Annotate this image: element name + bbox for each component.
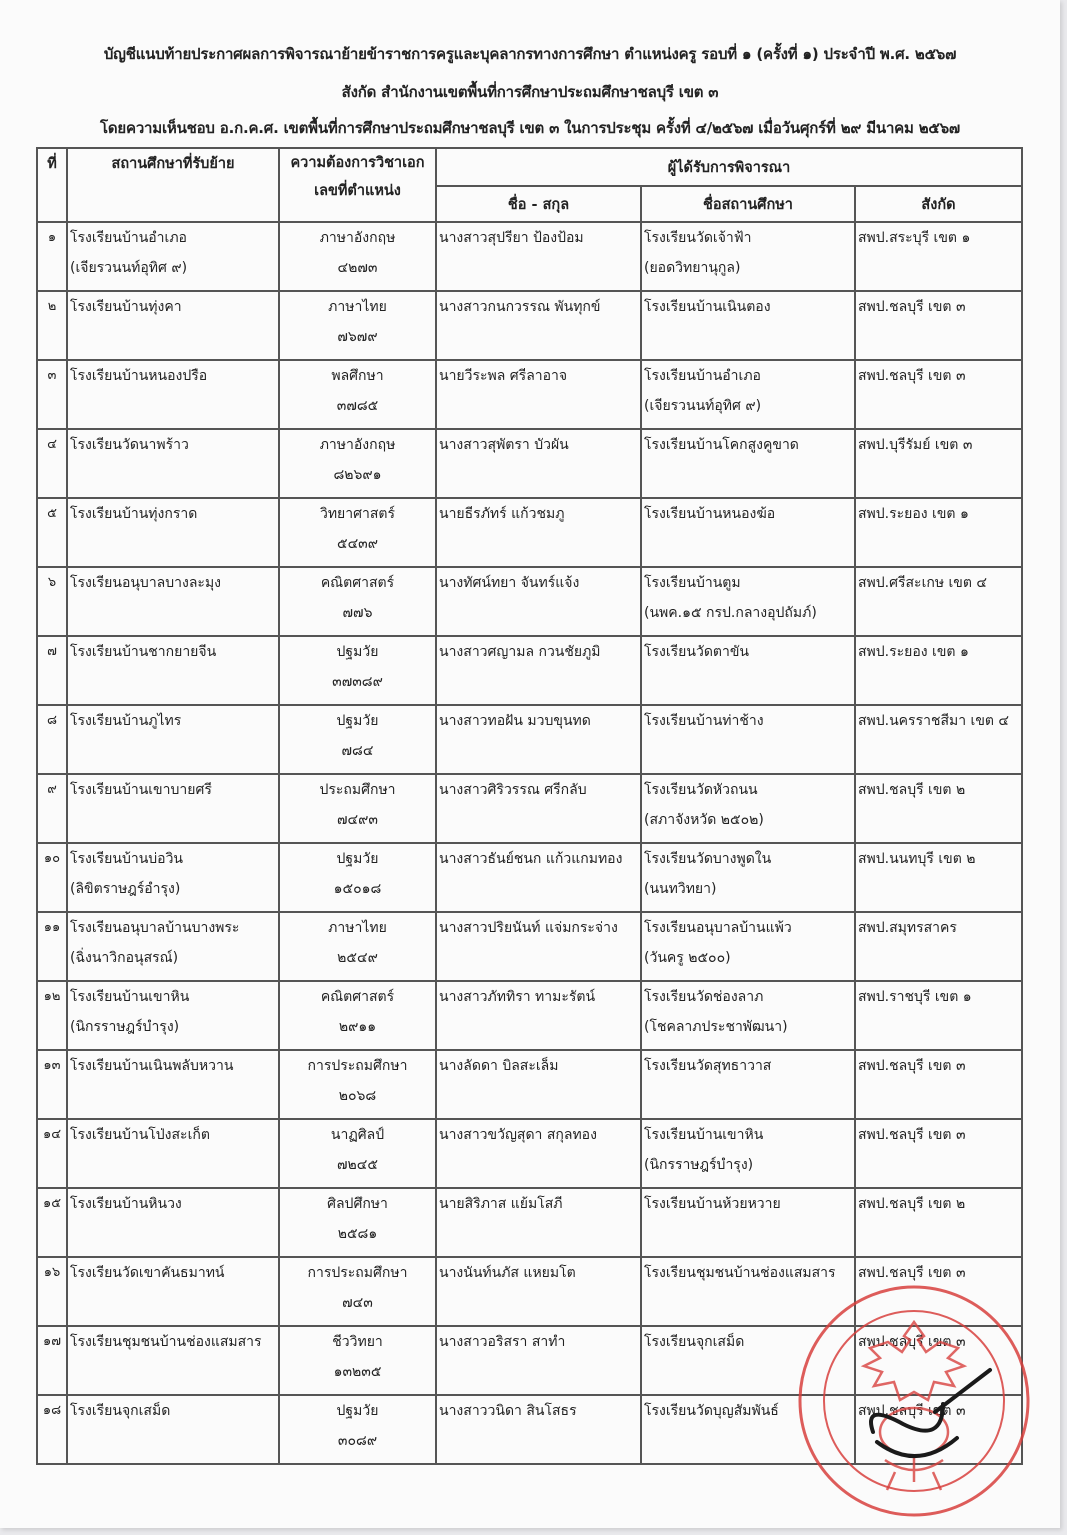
affiliation-cell: สพป.ชลบุรี เขต ๒ [855,1188,1022,1257]
table-row [37,360,1022,429]
table-row [37,291,1022,360]
row-number: ๑๖ [37,1257,67,1326]
subject-position-cell: ประถมศึกษา ๗๔๙๓ [279,774,436,843]
row-number: ๑ [37,222,67,291]
table-row [37,843,1022,912]
name-cell: นางสาวศญามล กวนชัยภูมิ [436,636,641,705]
receiving-school-cell: โรงเรียนบ้านทุ่งคา [67,291,279,360]
subject-position-cell: ปฐมวัย ๓๗๓๘๙ [279,636,436,705]
subject-position-cell: ปฐมวัย ๓๐๘๙ [279,1395,436,1464]
receiving-school-cell: โรงเรียนบ้านโป่งสะเก็ต [67,1119,279,1188]
name-cell: นายธีรภัทร์ แก้วชมภู [436,498,641,567]
from-school-cell: โรงเรียนบ้านเนินตอง [641,291,855,360]
header-from-school: ชื่อสถานศึกษา [641,186,855,222]
table-row [37,912,1022,981]
table-row [37,498,1022,567]
subject-position-cell: ศิลปศึกษา ๒๕๘๑ [279,1188,436,1257]
subject-position-cell: ปฐมวัย ๗๘๔ [279,705,436,774]
table-row [37,1119,1022,1188]
name-cell: นางสาวภัททิรา ทามะรัตน์ [436,981,641,1050]
table-row [37,1050,1022,1119]
from-school-cell: โรงเรียนอนุบาลบ้านแพ้ว (วันครู ๒๕๐๐) [641,912,855,981]
affiliation-cell: สพป.ราชบุรี เขต ๑ [855,981,1022,1050]
affiliation-cell: สพป.ชลบุรี เขต ๓ [855,360,1022,429]
header-receiving-school: สถานศึกษาที่รับย้าย [67,148,279,222]
row-number: ๑๘ [37,1395,67,1464]
name-cell: นางสาวทอฝัน มวบขุนทด [436,705,641,774]
receiving-school-cell: โรงเรียนวัดนาพร้าว [67,429,279,498]
name-cell: นางสาวอริสรา สาทำ [436,1326,641,1395]
row-number: ๘ [37,705,67,774]
from-school-cell: โรงเรียนบ้านห้วยหวาย [641,1188,855,1257]
name-cell: นางสาวกนกวรรณ พันทุกข์ [436,291,641,360]
receiving-school-cell: โรงเรียนบ้านภูไทร [67,705,279,774]
row-number: ๙ [37,774,67,843]
from-school-cell: โรงเรียนชุมชนบ้านช่องแสมสาร [641,1257,855,1326]
name-cell: นางสาวสุปรียา ป้องป้อม [436,222,641,291]
subject-position-cell: ภาษาไทย ๗๖๗๙ [279,291,436,360]
name-cell: นางสาวขวัญสุดา สกุลทอง [436,1119,641,1188]
name-cell: นางสาวปริยนันท์ แจ่มกระจ่าง [436,912,641,981]
name-cell: นางสาวสุพัตรา บัวผัน [436,429,641,498]
row-number: ๑๕ [37,1188,67,1257]
affiliation-cell: สพป.ชลบุรี เขต ๓ [855,1326,1022,1395]
from-school-cell: โรงเรียนวัดเจ้าฟ้า (ยอดวิทยานุกูล) [641,222,855,291]
affiliation-cell: สพป.ชลบุรี เขต ๓ [855,1257,1022,1326]
affiliation-cell: สพป.บุรีรัมย์ เขต ๓ [855,429,1022,498]
name-cell: นายสิริภาส แย้มโสภี [436,1188,641,1257]
official-seal-stamp [795,1282,1033,1520]
affiliation-cell: สพป.ชลบุรี เขต ๓ [855,1050,1022,1119]
table-row [37,429,1022,498]
row-number: ๑๑ [37,912,67,981]
affiliation-cell: สพป.ชลบุรี เขต ๓ [855,1395,1022,1464]
receiving-school-cell: โรงเรียนบ้านอำเภอ (เจียรวนนท์อุทิศ ๙) [67,222,279,291]
receiving-school-cell: โรงเรียนอนุบาลบ้านบางพระ (ฉิ่งนาวิกอนุสรณ์) [67,912,279,981]
row-number: ๑๔ [37,1119,67,1188]
table-row [37,705,1022,774]
subject-position-cell: พลศึกษา ๓๗๘๕ [279,360,436,429]
subject-position-cell: ปฐมวัย ๑๕๐๑๘ [279,843,436,912]
receiving-school-cell: โรงเรียนบ้านเนินพลับหวาน [67,1050,279,1119]
receiving-school-cell: โรงเรียนบ้านบ่อวิน (ลิขิตราษฎร์อำรุง) [67,843,279,912]
document-title: บัญชีแนบท้ายประกาศผลการพิจารณาย้ายข้าราชการครูและบุคลากรทางการศึกษา ตำแหน่งครู รอบที่ ๑ (ครั้งที่ ๑) ประจำปี พ.ศ. ๒๕๖๗ [103,45,957,63]
from-school-cell: โรงเรียนจุกเสม็ด [641,1326,855,1395]
row-number: ๑๐ [37,843,67,912]
subject-position-cell: คณิตศาสตร์ ๒๙๑๑ [279,981,436,1050]
row-number: ๑๒ [37,981,67,1050]
from-school-cell: โรงเรียนวัดช่องลาภ (โชคลาภประชาพัฒนา) [641,981,855,1050]
receiving-school-cell: โรงเรียนบ้านเขาหิน (นิกรราษฎร์บำรุง) [67,981,279,1050]
transfer-results-table [36,147,1023,1465]
affiliation-cell: สพป.สมุทรสาคร [855,912,1022,981]
from-school-cell: โรงเรียนวัดตาขัน [641,636,855,705]
subject-position-cell: การประถมศึกษา ๗๔๓ [279,1257,436,1326]
name-cell: นางสาวธันย์ชนก แก้วแกมทอง [436,843,641,912]
document-approval-line: โดยความเห็นชอบ อ.ก.ค.ศ. เขตพื้นที่การศึกษาประถมศึกษาชลบุรี เขต ๓ ในการประชุม ครั้งที่ ๔/๒๕๖๗ เมื่อวันศุกร์ที่ ๒๙ มีนาคม ๒๕๖๗ [100,119,960,137]
subject-position-cell: ชีววิทยา ๑๓๒๓๕ [279,1326,436,1395]
affiliation-cell: สพป.สระบุรี เขต ๑ [855,222,1022,291]
header-considered: ผู้ได้รับการพิจารณา [436,148,1022,186]
subject-position-cell: วิทยาศาสตร์ ๕๔๓๙ [279,498,436,567]
name-cell: นางสาววนิดา สินโสธร [436,1395,641,1464]
row-number: ๓ [37,360,67,429]
receiving-school-cell: โรงเรียนชุมชนบ้านช่องแสมสาร [67,1326,279,1395]
from-school-cell: โรงเรียนบ้านตูม (นพค.๑๕ กรป.กลางอุปถัมภ์) [641,567,855,636]
affiliation-cell: สพป.นนทบุรี เขต ๒ [855,843,1022,912]
from-school-cell: โรงเรียนวัดหัวถนน (สภาจังหวัด ๒๕๐๒) [641,774,855,843]
header-no: ที่ [37,148,67,222]
from-school-cell: โรงเรียนบ้านโคกสูงคูขาด [641,429,855,498]
from-school-cell: โรงเรียนบ้านหนองฆ้อ [641,498,855,567]
affiliation-cell: สพป.ระยอง เขต ๑ [855,498,1022,567]
affiliation-cell: สพป.ชลบุรี เขต ๓ [855,291,1022,360]
name-cell: นายวีระพล ศรีลาอาจ [436,360,641,429]
receiving-school-cell: โรงเรียนบ้านหินวง [67,1188,279,1257]
receiving-school-cell: โรงเรียนจุกเสม็ด [67,1395,279,1464]
subject-position-cell: การประถมศึกษา ๒๐๖๘ [279,1050,436,1119]
name-cell: นางลัดดา บิลสะเล็ม [436,1050,641,1119]
table-row [37,981,1022,1050]
name-cell: นางนันท์นภัส แหยมโต [436,1257,641,1326]
row-number: ๗ [37,636,67,705]
subject-position-cell: ภาษาอังกฤษ ๘๒๖๙๑ [279,429,436,498]
affiliation-cell: สพป.ระยอง เขต ๑ [855,636,1022,705]
receiving-school-cell: โรงเรียนอนุบาลบางละมุง [67,567,279,636]
header-affiliation: สังกัด [855,186,1022,222]
subject-position-cell: ภาษาอังกฤษ ๔๒๗๓ [279,222,436,291]
from-school-cell: โรงเรียนวัดบางพูดใน (นนทวิทยา) [641,843,855,912]
affiliation-cell: สพป.นครราชสีมา เขต ๔ [855,705,1022,774]
from-school-cell: โรงเรียนบ้านเขาหิน (นิกรราษฎร์บำรุง) [641,1119,855,1188]
from-school-cell: โรงเรียนบ้านอำเภอ (เจียรวนนท์อุทิศ ๙) [641,360,855,429]
table-row [37,222,1022,291]
affiliation-cell: สพป.ชลบุรี เขต ๓ [855,1119,1022,1188]
receiving-school-cell: โรงเรียนวัดเขาคันธมาทน์ [67,1257,279,1326]
receiving-school-cell: โรงเรียนบ้านชากยายจีน [67,636,279,705]
row-number: ๔ [37,429,67,498]
from-school-cell: โรงเรียนวัดบุญสัมพันธ์ [641,1395,855,1464]
garuda-emblem [864,1322,964,1490]
subject-position-cell: คณิตศาสตร์ ๗๗๖ [279,567,436,636]
subject-position-cell: ภาษาไทย ๒๕๔๙ [279,912,436,981]
receiving-school-cell: โรงเรียนบ้านหนองปรือ [67,360,279,429]
row-number: ๒ [37,291,67,360]
table-row [37,636,1022,705]
table-row [37,567,1022,636]
name-cell: นางทัศน์ทยา จันทร์แจ้ง [436,567,641,636]
receiving-school-cell: โรงเรียนบ้านทุ่งกราด [67,498,279,567]
table-row [37,774,1022,843]
subject-position-cell: นาฏศิลป์ ๗๒๔๕ [279,1119,436,1188]
header-name: ชื่อ - สกุล [436,186,641,222]
affiliation-cell: สพป.ชลบุรี เขต ๒ [855,774,1022,843]
receiving-school-cell: โรงเรียนบ้านเขาบายศรี [67,774,279,843]
document-subtitle: สังกัด สำนักงานเขตพื้นที่การศึกษาประถมศึกษาชลบุรี เขต ๓ [341,83,719,101]
from-school-cell: โรงเรียนบ้านท่าช้าง [641,705,855,774]
from-school-cell: โรงเรียนวัดสุทธาวาส [641,1050,855,1119]
affiliation-cell: สพป.ศรีสะเกษ เขต ๔ [855,567,1022,636]
table-row [37,1188,1022,1257]
name-cell: นางสาวศิริวรรณ ศรีกลับ [436,774,641,843]
row-number: ๕ [37,498,67,567]
row-number: ๖ [37,567,67,636]
header-subject-position: ความต้องการวิชาเอก เลขที่ตำแหน่ง [279,148,436,222]
row-number: ๑๗ [37,1326,67,1395]
row-number: ๑๓ [37,1050,67,1119]
